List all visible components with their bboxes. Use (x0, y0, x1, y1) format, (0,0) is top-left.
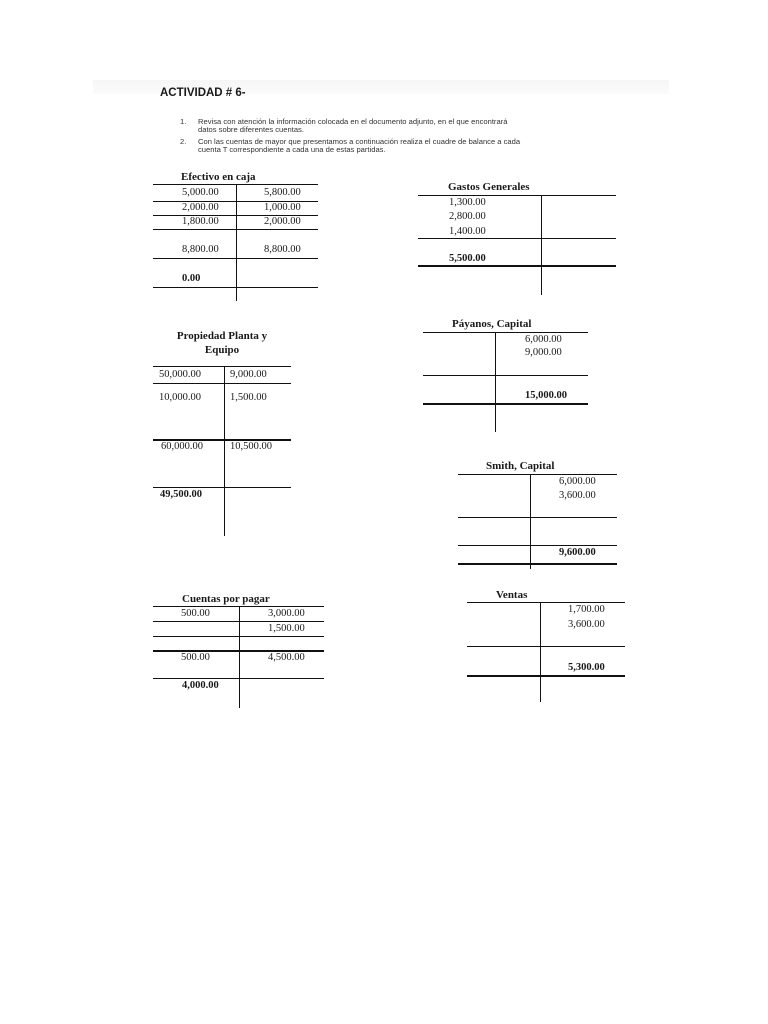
balance-rule (153, 487, 291, 488)
balance-value: 15,000.00 (525, 390, 567, 401)
balance-value: 0.00 (182, 273, 201, 284)
credit-value: 1,500.00 (230, 392, 267, 403)
total-credit: 10,500.00 (230, 441, 272, 452)
credit-value: 3,600.00 (568, 619, 605, 630)
credit-value: 1,000.00 (264, 202, 301, 213)
row-rule (153, 383, 291, 384)
header-rule (458, 474, 617, 475)
account-title: Ventas (496, 589, 528, 601)
header-rule (423, 332, 588, 333)
total-debit: 8,800.00 (182, 244, 219, 255)
balance-value: 9,600.00 (559, 547, 596, 558)
center-rule (541, 195, 542, 295)
balance-rule (458, 563, 617, 565)
total-rule (458, 545, 617, 546)
total-credit: 4,500.00 (268, 652, 305, 663)
balance-value: 4,000.00 (182, 680, 219, 691)
instruction-2-line-2: cuenta T correspondiente a cada una de estas partidas. (198, 145, 386, 154)
activity-title: ACTIVIDAD # 6- (160, 87, 246, 99)
center-rule (540, 602, 541, 702)
credit-value: 2,000.00 (264, 216, 301, 227)
debit-value: 5,000.00 (182, 187, 219, 198)
total-debit: 500.00 (181, 652, 210, 663)
debit-value: 1,800.00 (182, 216, 219, 227)
account-title: Smith, Capital (486, 460, 555, 472)
center-rule (224, 366, 225, 536)
balance-value: 49,500.00 (160, 489, 202, 500)
balance-value: 5,500.00 (449, 253, 486, 264)
balance-rule (467, 675, 625, 677)
credit-value: 6,000.00 (525, 334, 562, 345)
balance-rule (418, 265, 616, 267)
balance-rule (423, 403, 588, 405)
account-title: Efectivo en caja (181, 171, 256, 183)
total-rule (467, 646, 625, 647)
credit-value: 6,000.00 (559, 476, 596, 487)
instruction-2-number: 2. (180, 137, 187, 146)
center-rule (236, 184, 237, 301)
credit-value: 9,000.00 (525, 347, 562, 358)
credit-value: 1,700.00 (568, 604, 605, 615)
center-rule (495, 332, 496, 432)
header-rule (418, 195, 616, 196)
credit-value: 3,600.00 (559, 490, 596, 501)
center-rule (239, 606, 240, 708)
debit-value: 2,800.00 (449, 211, 486, 222)
debit-value: 50,000.00 (159, 369, 201, 380)
debit-value: 1,400.00 (449, 226, 486, 237)
account-title-line-2: Equipo (204, 344, 240, 356)
header-rule (467, 602, 625, 603)
center-rule (530, 474, 531, 569)
instruction-1-number: 1. (180, 117, 187, 126)
debit-value: 2,000.00 (182, 202, 219, 213)
account-title-line-1: Propiedad Planta y (176, 330, 268, 342)
account-title: Cuentas por pagar (182, 593, 270, 605)
total-credit: 8,800.00 (264, 244, 301, 255)
instruction-2-line-1: Con las cuentas de mayor que presentamos a continuación realiza el cuadre de balance a cada (198, 137, 521, 146)
credit-value: 3,000.00 (268, 608, 305, 619)
total-debit: 60,000.00 (161, 441, 203, 452)
instruction-1-line-2: datos sobre diferentes cuentas. (198, 125, 304, 134)
credit-value: 1,500.00 (268, 623, 305, 634)
credit-value: 9,000.00 (230, 369, 267, 380)
debit-value: 500.00 (181, 608, 210, 619)
balance-value: 5,300.00 (568, 662, 605, 673)
header-rule (153, 366, 291, 367)
row-rule (458, 517, 617, 518)
total-rule (423, 375, 588, 376)
total-rule (418, 238, 616, 239)
account-title: Gastos Generales (448, 181, 530, 193)
instruction-1-line-1: Revisa con atención la información colocada en el documento adjunto, en el que encontrará (198, 117, 508, 126)
debit-value: 1,300.00 (449, 197, 486, 208)
debit-value: 10,000.00 (159, 392, 201, 403)
account-title: Páyanos, Capital (452, 318, 532, 330)
credit-value: 5,800.00 (264, 187, 301, 198)
